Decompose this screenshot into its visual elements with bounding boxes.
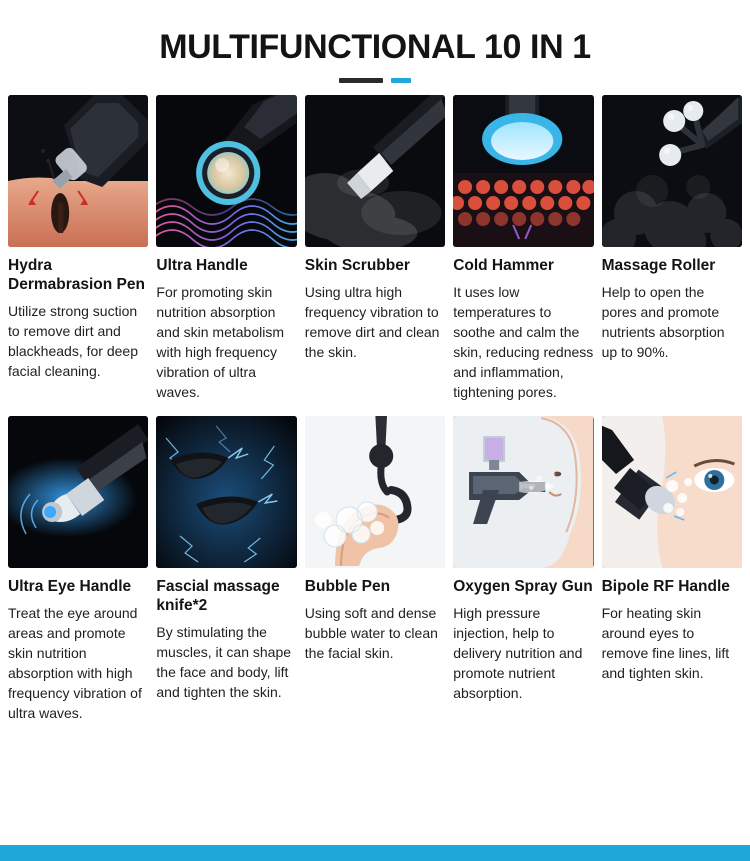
feature-card-9[interactable] [453,416,593,723]
pagination-dash-1[interactable] [339,78,383,83]
feature-card-3[interactable] [305,95,445,402]
feature-desc-8: Using soft and dense bubble water to clean the facial skin. [304,605,438,661]
feature-grid [8,95,742,723]
feature-card-6[interactable] [8,416,148,723]
feature-desc-7: By stimulating the muscles, it can shape the face and body, lift and tighten the skin. [156,624,292,700]
fascial-massage-knife-image [156,416,296,568]
feature-desc-9: High pressure injection, help to delivery nutrition and promote nutrient absorption. [453,605,583,701]
feature-title-9: Oxygen Spray Gun [453,578,593,595]
bubble-pen-image [305,416,445,568]
feature-title-10: Bipole RF Handle [601,578,730,595]
hydra-dermabrasion-pen-image [8,95,148,247]
page-title: MULTIFUNCTIONAL 10 IN 1 [159,28,591,66]
feature-desc-3: Using ultra high frequency vibration to remove dirt and clean the skin. [304,284,440,360]
feature-card-7[interactable] [156,416,296,723]
feature-title-7: Fascial massage knife*2 [156,578,280,614]
oxygen-spray-gun-image [453,416,593,568]
cold-hammer-image [453,95,593,247]
feature-desc-10: For heating skin around eyes to remove fine lines, lift and tighten skin. [601,605,730,681]
feature-title-5: Massage Roller [601,257,716,274]
feature-title-2: Ultra Handle [156,257,248,274]
feature-title-6: Ultra Eye Handle [8,578,132,595]
feature-desc-6: Treat the eye around areas and promote skin nutrition absorption with high frequency vibration of ultra waves. [8,605,142,721]
feature-title-4: Cold Hammer [453,257,554,274]
pagination-dash-2-active[interactable] [391,78,411,83]
skin-scrubber-image [305,95,445,247]
massage-roller-image [602,95,742,247]
feature-desc-5: Help to open the pores and promote nutrients absorption up to 90%. [601,284,725,360]
feature-desc-2: For promoting skin nutrition absorption and skin metabolism with high frequency vibration of ultra waves. [156,284,285,400]
pagination-indicator [8,78,742,83]
feature-desc-1: Utilize strong suction to remove dirt and blackheads, for deep facial cleaning. [8,303,138,379]
feature-title-8: Bubble Pen [304,578,391,595]
feature-card-8[interactable] [305,416,445,723]
feature-card-10[interactable] [602,416,742,723]
feature-card-1[interactable] [8,95,148,402]
feature-card-2[interactable] [156,95,296,402]
feature-card-5[interactable] [602,95,742,402]
ultra-handle-image [156,95,296,247]
bipole-rf-handle-image [602,416,742,568]
feature-title-3: Skin Scrubber [304,257,410,274]
ultra-eye-handle-image [8,416,148,568]
bottom-accent-bar [0,845,750,861]
feature-desc-4: It uses low temperatures to soothe and calm the skin, reducing redness and inflammation, tightening pores. [453,284,594,400]
feature-title-1: Hydra Dermabrasion Pen [8,257,145,293]
feature-card-4[interactable] [453,95,593,402]
